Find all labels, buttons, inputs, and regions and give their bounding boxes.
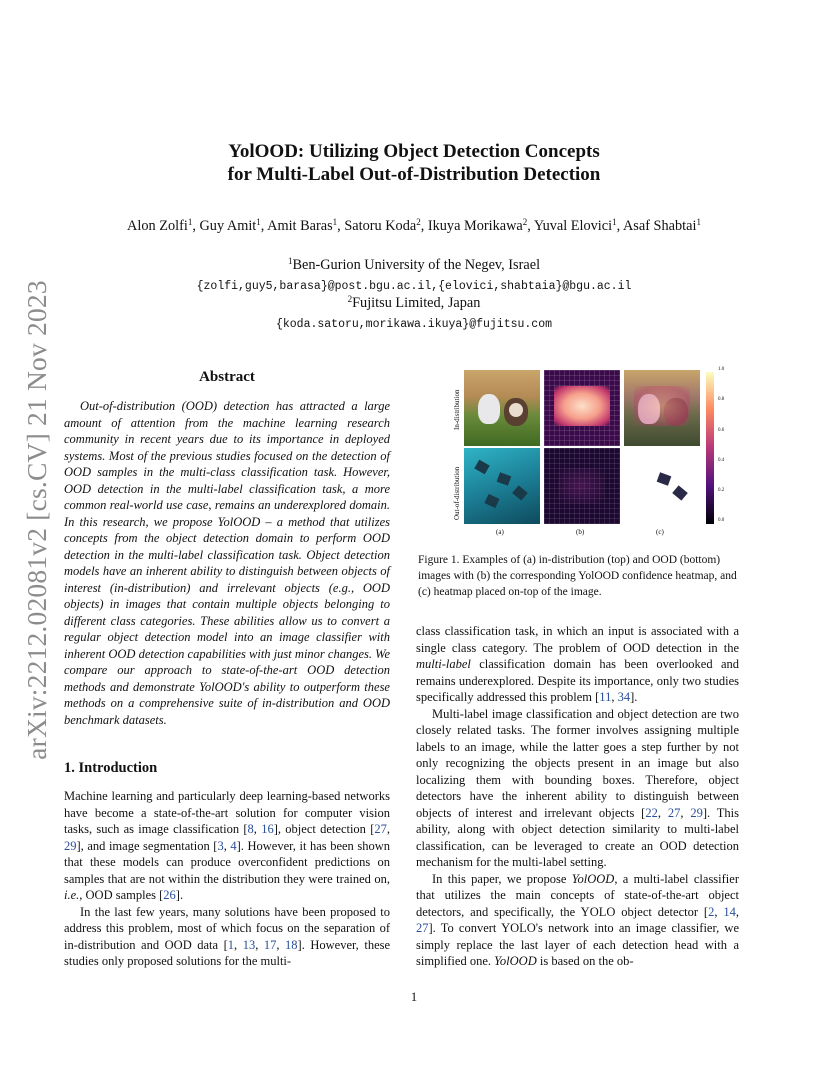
in-distribution-image [464,370,540,446]
citation-link[interactable]: 27 [667,805,681,820]
author: Satoru Koda [344,218,417,234]
citation-link[interactable]: 27 [374,822,387,836]
citation-link[interactable]: 13 [242,937,256,952]
right-column-text [416,623,739,970]
affiliation-2-name: Fujitsu Limited, Japan [352,295,481,311]
fish-shape [484,494,499,508]
author-aff: 1 [332,217,338,227]
citation-link[interactable]: 3 [217,838,224,853]
emails-2: {koda.satoru,morikawa.ikuya}@fujitsu.com [275,318,553,331]
paper-title [0,140,828,186]
citation-link[interactable]: 16 [261,822,274,836]
citation-link[interactable]: 17 [263,937,277,952]
citation-link[interactable]: 26 [163,888,176,902]
in-distribution-overlay [624,370,700,446]
citation-link[interactable]: 18 [285,937,298,952]
colorbar-tick: 0.4 [718,458,725,463]
heatmap-hotspot [558,468,604,504]
figure-caption: Figure 1. Examples of (a) in-distribution (top) and OOD (bottom) images with (b) the corresponding YolOOD confidence heatmap, and (c) heatmap placed on-top of the image. [418,554,737,598]
colorbar [706,372,714,524]
row-label-ood: Out-of-distribution [453,466,461,520]
author: Yuval Elovici [533,218,613,234]
citation-link[interactable]: 29 [64,838,77,853]
cat-shape [478,394,500,424]
row-label-in-distribution: In-distribution [453,389,461,430]
author: Asaf Shabtai [622,218,697,234]
citation-link[interactable]: 11 [599,690,612,704]
section-heading: 1. Introduction [64,760,158,776]
subfigure-label-a: (a) [496,528,504,536]
right-paragraph-2: Multi-label image classification and object detection are two closely related tasks. The former involves assigning multiple labels to an image, while the latter goes a step further by not only recognizing the objects present in an image but also localizing them with bounding boxes. Therefore, object detectors have the inherent ability to distinguish between objects of interest and irrelevant objects [22, 27, 29]. This ability, along with object detection similarity to multi-label classification, can be leveraged to create an OOD detection mechanism for the multi-label setting. [416,706,739,869]
author-aff: 2 [416,217,421,227]
ood-overlay [624,448,700,524]
abstract-text: Out-of-distribution (OOD) detection has attracted a large amount of attention from the machine learning research community in recent years due to its importance in deployed systems. Most of the previous studies focused on the detection of OOD samples in the multi-class classification task. However, OOD detection in the multi-label classification task, a more common real-world use case, remains an underexplored domain. In this research, we propose YolOOD – a method that utilizes concepts from the object detection domain to perform OOD detection in the multi-label classification task. Object detection models have an inherent ability to distinguish between objects of interest (in-distribution) and irrelevant objects (e.g., OOD objects) in images that contain multiple objects belonging to different class categories. These abilities allow us to convert a regular object detection model into an image classifier with inherent OOD detection capabilities with just minor changes. We compare our approach to state-of-the-art OOD detection methods and demonstrate YolOOD's ability to outperform these methods on a comprehensive suite of in-distribution and OOD benchmark datasets. [64,399,390,727]
subfigure-label-c: (c) [656,528,664,536]
arxiv-stamp [20,280,54,760]
colorbar-tick: 0.2 [718,488,725,493]
intro-paragraph-1: Machine learning and particularly deep learning-based networks have become a state-of-the-art solution for computer vision tasks, such as image classification [8, 16], object detection [27, 29], and image segmentation [3, 4]. However, it has been shown that these models can produce overconfident predictions on samples that are not within the distribution they were trained on, i.e., OOD samples [26]. [64,789,391,902]
colorbar-tick: 0.0 [718,518,725,523]
citation-link[interactable]: 1 [227,937,235,952]
citation-link[interactable]: 14 [723,904,736,919]
author-list: Alon Zolfi$^1$, Guy Amit$^1$, Amit Baras$^1$, Satoru Koda$^2$, Ikuya Morikawa$^2$, Yuval Elovici$^1$, Asaf Shabtai$^1$ [127,217,701,234]
author: Guy Amit [199,218,257,234]
arxiv-stamp-text: arXiv:2212.02081v2 [cs.CV] 21 Nov 2023 [21,280,53,760]
author-aff: 1 [696,217,701,227]
citation-link[interactable]: 34 [617,690,631,704]
author-aff: 1 [256,217,261,227]
fish-shape [497,472,512,486]
in-distribution-heatmap [544,370,620,446]
figure-1 [448,362,748,542]
heatmap-hotspot [634,386,690,426]
colorbar-tick: 0.6 [718,428,725,433]
emails-1: {zolfi,guy5,barasa}@post.bgu.ac.il,{elovici,shabtaia}@bgu.ac.il [196,280,632,293]
author-aff: 2 [522,217,528,227]
citation-link[interactable]: 27 [416,921,429,935]
title-line-2: for Multi-Label Out-of-Distribution Detection [227,164,601,185]
affiliation-2-num: 2 [347,294,353,304]
affiliation-1-num: 1 [287,256,293,266]
author-aff: 1 [612,217,617,227]
intro-text [64,788,390,970]
author: Ikuya Morikawa [427,218,523,234]
citation-link[interactable]: 8 [247,822,254,836]
affiliation-1 [0,257,828,274]
fish-shape [657,472,672,486]
ood-heatmap [544,448,620,524]
subfigure-label-b: (b) [576,528,585,536]
author: Alon Zolfi [127,218,188,234]
right-paragraph-3: In this paper, we propose YolOOD, a multi-label classifier that utilizes the main concepts of state-of-the-art object detectors, and specifically, the YOLO object detector [2, 14, 27]. To convert YOLO's network into an image classifier, we simply replace the last layer of each detection head with a simplified one. YolOOD is based on the ob- [416,871,740,968]
citation-link[interactable]: 4 [230,838,237,853]
citation-link[interactable]: 22 [645,805,658,820]
heatmap-hotspot [554,386,610,426]
colorbar-tick: 1.0 [718,367,725,372]
title-line-1: YolOOD: Utilizing Object Detection Concepts [228,141,600,162]
fish-shape [512,485,528,500]
fish-shape [672,485,688,500]
citation-link[interactable]: 29 [690,805,703,820]
dog-face-shape [509,403,523,417]
author-aff: 1 [187,217,193,227]
citation-link[interactable]: 2 [708,904,715,919]
ood-image [464,448,540,524]
author: Amit Baras [267,218,333,234]
right-paragraph-1: class classification task, in which an input is associated with a single class category. The problem of OOD detection in the multi-label classification domain has been overlooked and remains underexplored. Despite its importance, only two studies specifically addressed this problem [11, 34]. [416,624,739,704]
affiliation-2 [0,295,828,312]
fish-shape [474,460,489,475]
page-number: 1 [410,990,418,1004]
abstract-heading: Abstract [199,369,255,385]
intro-paragraph-2: In the last few years, many solutions have been proposed to address this problem, most of which focus on the separation of in-distribution and OOD data [1, 13, 17, 18]. However, these studies only proposed solutions for the multi- [64,904,391,968]
colorbar-tick: 0.8 [718,397,725,402]
affiliation-1-name: Ben-Gurion University of the Negev, Israel [292,257,541,273]
